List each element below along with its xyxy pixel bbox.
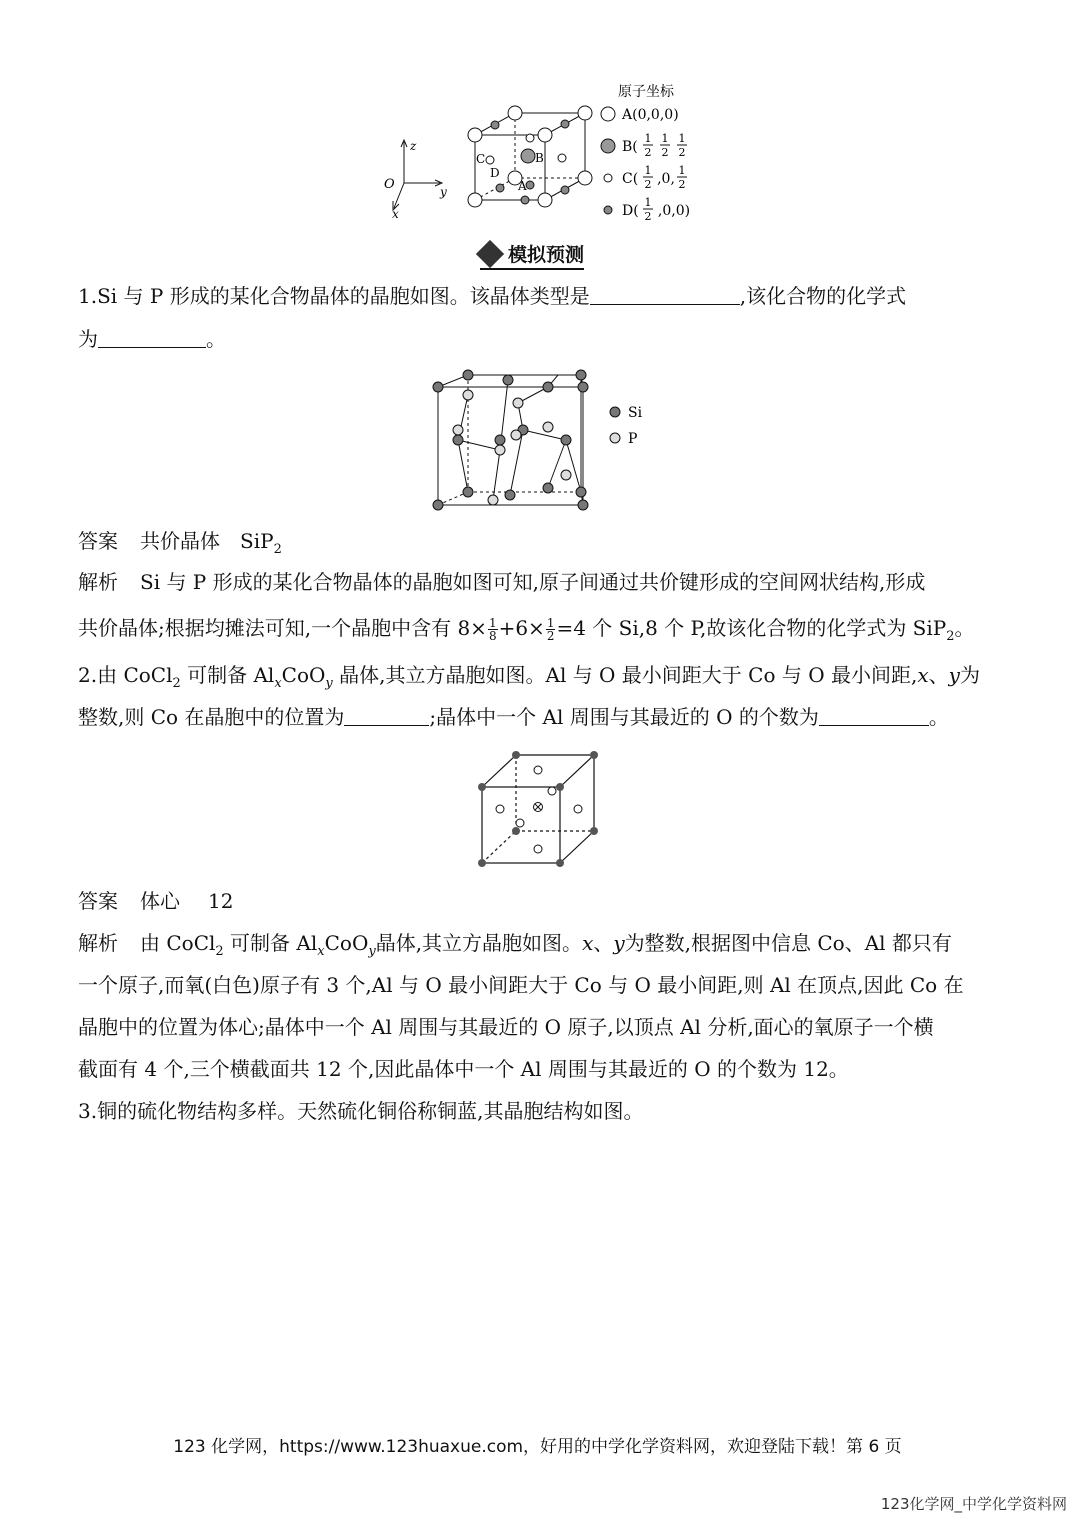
section-badge bbox=[480, 242, 584, 270]
q1-text-c: 为 bbox=[78, 327, 98, 351]
q2-analysis-text-d: 晶体,其立方晶胞如图。 bbox=[375, 931, 583, 955]
svg-text:2: 2 bbox=[661, 146, 669, 159]
svg-text:1: 1 bbox=[644, 164, 652, 177]
svg-text:2: 2 bbox=[678, 178, 686, 191]
legend-b-marker bbox=[601, 139, 615, 153]
svg-text:1: 1 bbox=[644, 132, 652, 145]
q2-text-h: 为 bbox=[959, 663, 980, 687]
axis-origin-label: O bbox=[384, 177, 395, 192]
legend-d-marker bbox=[604, 206, 612, 214]
answer-tag: 答案 bbox=[78, 529, 118, 553]
q2-answer-2: 12 bbox=[208, 889, 234, 913]
q2-analysis-4 bbox=[78, 1055, 849, 1083]
alcoo-cubic-cell-figure bbox=[470, 745, 610, 873]
atom-label-b: B bbox=[535, 151, 544, 165]
si-p-atoms bbox=[433, 370, 588, 510]
q3-text: 3.铜的硫化物结构多样。天然硫化铜俗称铜蓝,其晶胞结构如图。 bbox=[78, 1099, 644, 1123]
q2-text-d: 晶体,其立方晶胞如图。Al 与 O 最小间距大于 Co 与 O 最小间距, bbox=[339, 663, 918, 687]
legend-p-label: P bbox=[628, 431, 638, 447]
q2-text-f: ;晶体中一个 Al 周围与其最近的 O 的个数为 bbox=[429, 705, 819, 729]
legend-a-text: A(0,0,0) bbox=[622, 107, 679, 123]
q2-analysis-text-e: 为整数,根据图中信息 Co、Al 都只有 bbox=[624, 931, 952, 955]
q2-blank-count[interactable] bbox=[819, 705, 929, 726]
q2-line1: 2.由 CoCl$_2$ 可制备 $Al_xCoO_y$ 晶体,其立方晶胞如图。Al 与 O 最小间距大于 Co 与 O 最小间距,x、y为 bbox=[78, 663, 980, 691]
svg-text:2: 2 bbox=[644, 178, 652, 191]
q1-line2 bbox=[78, 325, 226, 353]
diamond-icon bbox=[476, 240, 504, 268]
q2-analysis-var-x: x bbox=[582, 931, 594, 955]
svg-text:1: 1 bbox=[644, 196, 652, 209]
q2-text-g: 。 bbox=[928, 705, 949, 729]
atom-label-c: C bbox=[476, 152, 486, 166]
q2-text-a: 2.由 CoCl bbox=[78, 663, 173, 687]
page-footer: 123 化学网，https://www.123huaxue.com，好用的中学化学资料网，欢迎登陆下载！第 6 页 bbox=[173, 1437, 902, 1457]
legend-p-marker bbox=[610, 433, 620, 443]
q3-line1 bbox=[78, 1097, 643, 1125]
q2-var-x: x bbox=[917, 663, 929, 687]
q2-analysis-text-2: 一个原子,而氧(白色)原子有 3 个,Al 与 O 最小间距大于 Co 与 O 最小间距,则 Al 在顶点,因此 Co 在 bbox=[78, 973, 964, 997]
axis-x-label: x bbox=[392, 207, 399, 221]
q2-text-c: CoO bbox=[281, 663, 326, 687]
svg-text:1: 1 bbox=[661, 132, 669, 145]
body-center-co-atom bbox=[534, 803, 543, 812]
q1-answer-formula: SiP bbox=[240, 529, 274, 553]
q2-analysis-var-y: y bbox=[613, 931, 625, 955]
legend-c-text: C( bbox=[622, 171, 639, 187]
legend-si-label: Si bbox=[628, 405, 643, 421]
fraction-1-8: $\frac{1}{8}$ bbox=[488, 616, 497, 643]
q2-text-e: 整数,则 Co 在晶胞中的位置为 bbox=[78, 705, 345, 729]
q1-analysis-text-2d: 。 bbox=[954, 616, 975, 640]
legend-b-text: B( bbox=[622, 139, 638, 155]
legend-a-marker bbox=[601, 107, 615, 121]
q2-analysis-text-3: 晶胞中的位置为体心;晶体中一个 Al 周围与其最近的 O 原子,以顶点 Al 分析,面心的氧原子一个横 bbox=[78, 1015, 934, 1039]
q1-analysis-2 bbox=[78, 614, 975, 651]
svg-text:1: 1 bbox=[678, 164, 686, 177]
q2-analysis-tag: 解析 bbox=[78, 931, 118, 955]
q2-analysis-text-b: 可制备 Al bbox=[230, 931, 318, 955]
atom-label-a: A bbox=[518, 179, 527, 193]
q2-line2 bbox=[78, 703, 949, 731]
atoms bbox=[468, 106, 592, 207]
legend-d-tail: ,0,0) bbox=[657, 203, 691, 219]
svg-text:2: 2 bbox=[678, 146, 686, 159]
legend-si-marker bbox=[610, 407, 620, 417]
svg-text:1: 1 bbox=[678, 132, 686, 145]
watermark: 123化学网_中学化学资料网 bbox=[880, 1495, 1067, 1513]
q2-analysis-comma: 、 bbox=[593, 931, 614, 955]
q1-answer-sub: 2 bbox=[273, 542, 282, 557]
axis-z-label: z bbox=[410, 139, 417, 153]
q1-analysis-text-2c: =4 个 Si,8 个 P,故该化合物的化学式为 SiP bbox=[556, 616, 947, 640]
q2-blank-position[interactable] bbox=[344, 705, 429, 726]
q2-text-b: 可制备 Al bbox=[187, 663, 275, 687]
q2-answer-1: 体心 bbox=[140, 889, 180, 913]
legend-c-fractions bbox=[643, 164, 687, 191]
q2-answer-tag: 答案 bbox=[78, 889, 118, 913]
legend-c-tail: ,0, bbox=[657, 171, 675, 187]
legend-d-text: D( bbox=[622, 203, 639, 219]
q1-text-b: ,该化合物的化学式 bbox=[739, 284, 907, 308]
q1-line1 bbox=[78, 282, 906, 310]
q1-analysis-text-2a: 共价晶体;根据均摊法可知,一个晶胞中含有 8× bbox=[78, 616, 487, 640]
q2-analysis-1: 解析 由 CoCl$_2$ 可制备 $Al_xCoO_y$晶体,其立方晶胞如图。x、y为整数,根据图中信息 Co、Al 都只有 bbox=[78, 931, 952, 959]
q1-text-a: 1.Si 与 P 形成的某化合物晶体的晶胞如图。该晶体类型是 bbox=[78, 284, 590, 308]
analysis-tag: 解析 bbox=[78, 570, 118, 594]
q1-analysis-sub: 2 bbox=[946, 629, 955, 644]
svg-text:2: 2 bbox=[644, 210, 652, 223]
q2-var-y: y bbox=[948, 663, 960, 687]
svg-text:2: 2 bbox=[644, 146, 652, 159]
q2-analysis-text-c: CoO bbox=[324, 931, 369, 955]
q1-answer bbox=[78, 527, 282, 564]
legend-c-marker bbox=[604, 174, 612, 182]
si-p-crystal-figure bbox=[428, 365, 658, 513]
q1-analysis-1 bbox=[78, 568, 925, 596]
q1-blank-crystal-type[interactable] bbox=[590, 284, 740, 305]
legend-b-fractions bbox=[643, 132, 687, 159]
q1-analysis-text-2b: +6× bbox=[498, 616, 545, 640]
q1-blank-formula[interactable] bbox=[98, 327, 206, 348]
q1-analysis-text-1: Si 与 P 形成的某化合物晶体的晶胞如图可知,原子间通过共价键形成的空间网状结构,形成 bbox=[140, 570, 926, 594]
q2-analysis-3 bbox=[78, 1013, 934, 1041]
legend-title: 原子坐标 bbox=[618, 84, 674, 100]
axis-y-label: y bbox=[440, 185, 447, 199]
q1-answer-text: 共价晶体 bbox=[140, 529, 220, 553]
q2-answer bbox=[78, 887, 233, 915]
section-badge-label: 模拟预测 bbox=[508, 244, 585, 266]
fraction-1-2: $\frac{1}{2}$ bbox=[546, 616, 555, 643]
legend-d-fractions bbox=[643, 196, 690, 223]
q2-analysis-text-a: 由 CoCl bbox=[140, 931, 216, 955]
crystal-cell-figure-coordinates bbox=[380, 80, 710, 230]
q2-analysis-text-4: 截面有 4 个,三个横截面共 12 个,因此晶体中一个 Al 周围与其最近的 O 的个数为 12。 bbox=[78, 1057, 849, 1081]
axes-diagram bbox=[393, 140, 442, 210]
q2-analysis-2 bbox=[78, 971, 964, 999]
q1-text-d: 。 bbox=[206, 327, 226, 351]
q2-comma: 、 bbox=[928, 663, 949, 687]
atom-label-d: D bbox=[490, 166, 500, 180]
